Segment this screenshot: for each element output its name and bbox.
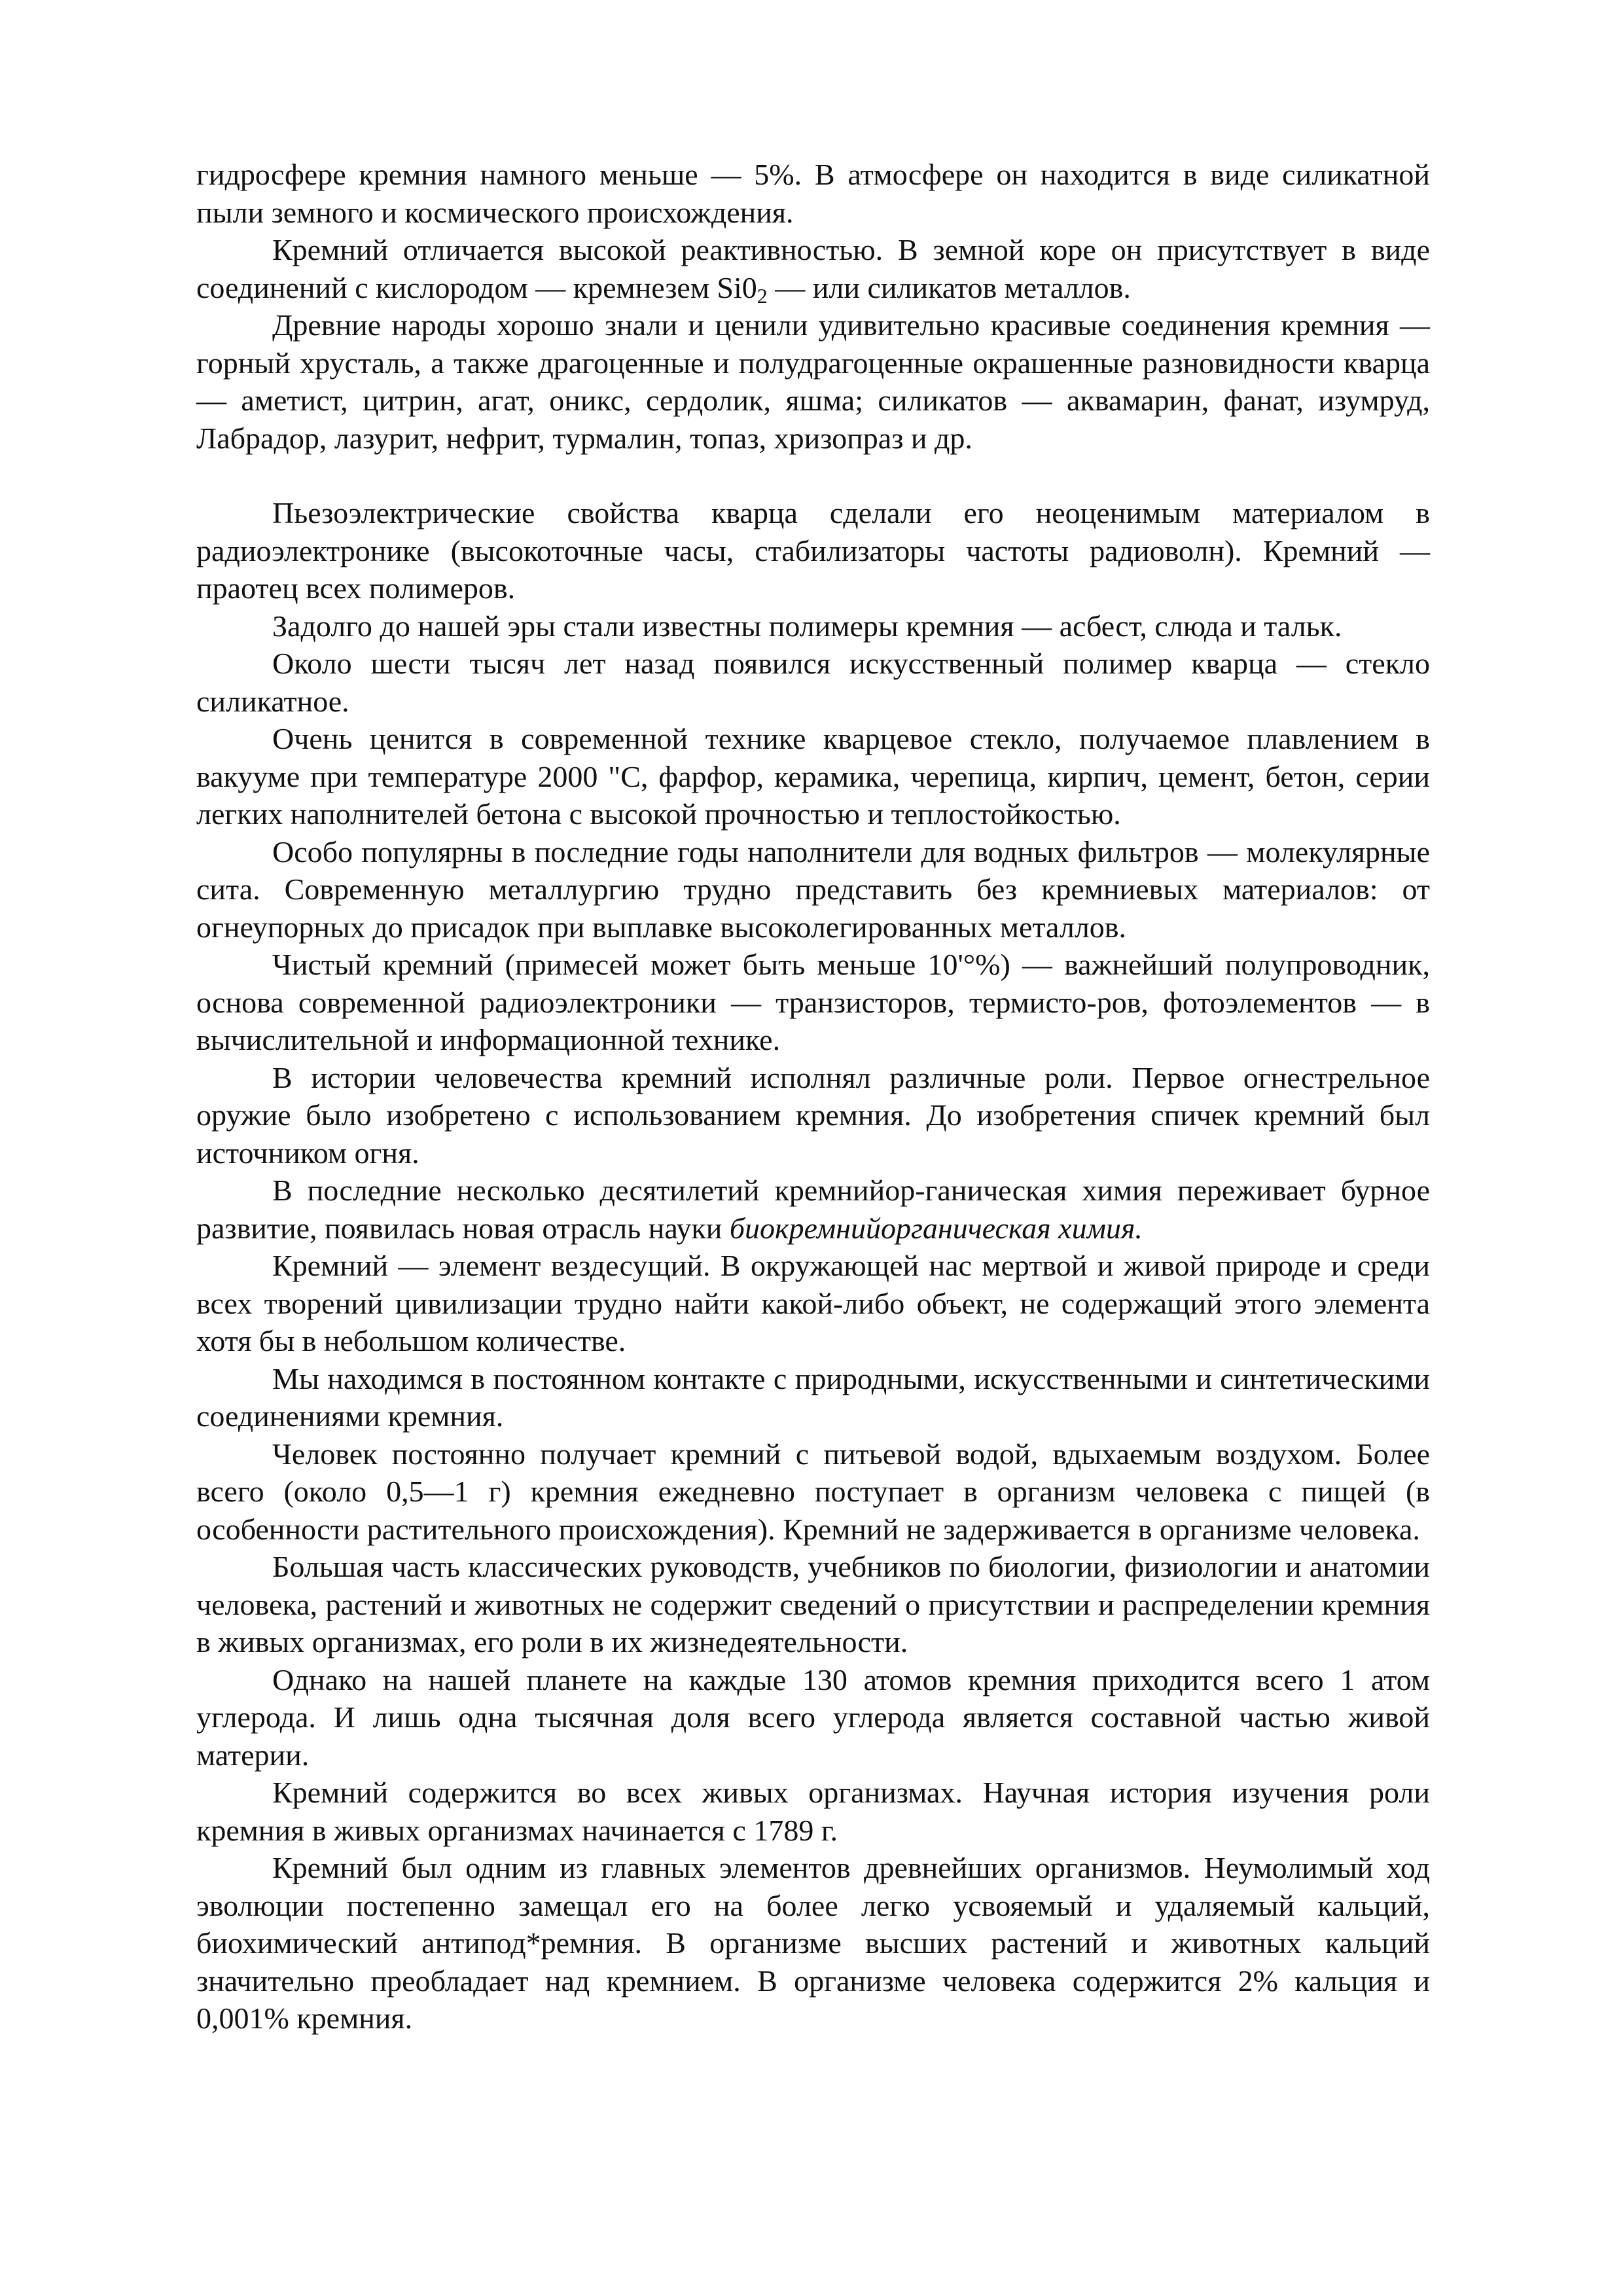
paragraph (196, 1172, 1430, 1247)
italic-term: биокремнийорганическая химия. (729, 1211, 1143, 1245)
paragraph (196, 231, 1430, 306)
paragraph: Кремний был одним из главных элементов древнейших организмов. Неумолимый ход эволюции постепенно замещал его на более легко усвояемый и удаляемый кальций, биохимический антипод*ремния. В организме высших растений и животных кальций значительно преобладает над кремнием. В организме человека содержится 2% кальция и 0,001% кремния. (196, 1851, 1430, 2035)
paragraph: Около шести тысяч лет назад появился искусственный полимер кварца — стекло силикатное. (196, 647, 1430, 718)
paragraph: Чистый кремний (примесей может быть меньше 10'°%) — важнейший полупроводник, основа современной радиоэлектроники — транзисторов, термисто-ров, фотоэлементов — в вычислительной и информационной технике. (196, 948, 1430, 1056)
paragraph: Однако на нашей планете на каждые 130 атомов кремния приходится всего 1 атом углерода. И лишь одна тысячная доля всего углерода является составной частью живой материи. (196, 1662, 1430, 1772)
paragraph: Мы находимся в постоянном контакте с природными, искусственными и синтетическими соединениями кремния. (196, 1361, 1430, 1433)
paragraph: гидросфере кремния намного меньше — 5%. В атмосфере он находится в виде силикатной пыли земного и космического происхождения. (196, 158, 1430, 229)
paragraph-text: В последние несколько десятилетий кремнийор-ганическая химия переживает бурное развитие, появилась новая отрасль науки (196, 1174, 1430, 1245)
paragraph: Пьезоэлектрические свойства кварца сделали его неоценимым материалом в радиоэлектронике (высокоточные часы, стабилизаторы частоты радиоволн). Кремний — праотец всех полимеров. (196, 496, 1430, 605)
paragraph: В истории человечества кремний исполнял различные роли. Первое огнестрельное оружие было изобретено с использованием кремния. До изобретения спичек кремний был источником огня. (196, 1060, 1430, 1170)
paragraph: Большая часть классических руководств, учебников по биологии, физиологии и анатомии человека, растений и животных не содержит сведений о присутствии и распределении кремния в живых организмах, его роли в их жизнедеятельности. (196, 1550, 1430, 1659)
paragraph: Человек постоянно получает кремний с питьевой водой, вдыхаемым воздухом. Более всего (около 0,5—1 г) кремния ежедневно поступает в организм человека с пищей (в особенности растительного происхождения). Кремний не задерживается в организме человека. (196, 1437, 1430, 1546)
paragraph: Кремний содержится во всех живых организмах. Научная история изучения роли кремния в живых организмах начинается с 1789 г. (196, 1776, 1430, 1847)
paragraph: Кремний — элемент вездесущий. В окружающей нас мертвой и живой природе и среди всех творений цивилизации трудно найти какой-либо объект, не содержащий этого элемента хотя бы в небольшом количестве. (196, 1249, 1430, 1357)
paragraph: Особо популярны в последние годы наполнители для водных фильтров — молекулярные сита. Современную металлургию трудно представить без кремниевых материалов: от огнеупорных до присадок при выплавке высоколегированных металлов. (196, 834, 1430, 944)
paragraph: Древние народы хорошо знали и ценили удивительно красивые соединения кремния — горный хрусталь, а также драгоценные и полудрагоценные окрашенные разновидности кварца — аметист, цитрин, агат, оникс, сердолик, яшма; силикатов — аквамарин, фанат, изумруд, Лабрадор, лазурит, нефрит, турмалин, топаз, хризопраз и др. (196, 308, 1430, 455)
paragraph-text: — или силикатов металлов. (767, 270, 1131, 304)
subscript: 2 (757, 283, 768, 308)
document-page (196, 156, 1430, 2037)
paragraph: Очень ценится в современной технике кварцевое стекло, получаемое плавлением в вакууме при температуре 2000 "С, фарфор, керамика, черепица, кирпич, цемент, бетон, серии легких наполнителей бетона с высокой прочностью и теплостойкостью. (196, 722, 1430, 831)
paragraph-text: Кремний отличается высокой реактивностью. В земной коре он присутствует в виде соединений с кислородом — кремнезем Si0 (196, 233, 1430, 304)
paragraph: Задолго до нашей эры стали известны полимеры кремния — асбест, слюда и тальк. (272, 609, 1342, 643)
